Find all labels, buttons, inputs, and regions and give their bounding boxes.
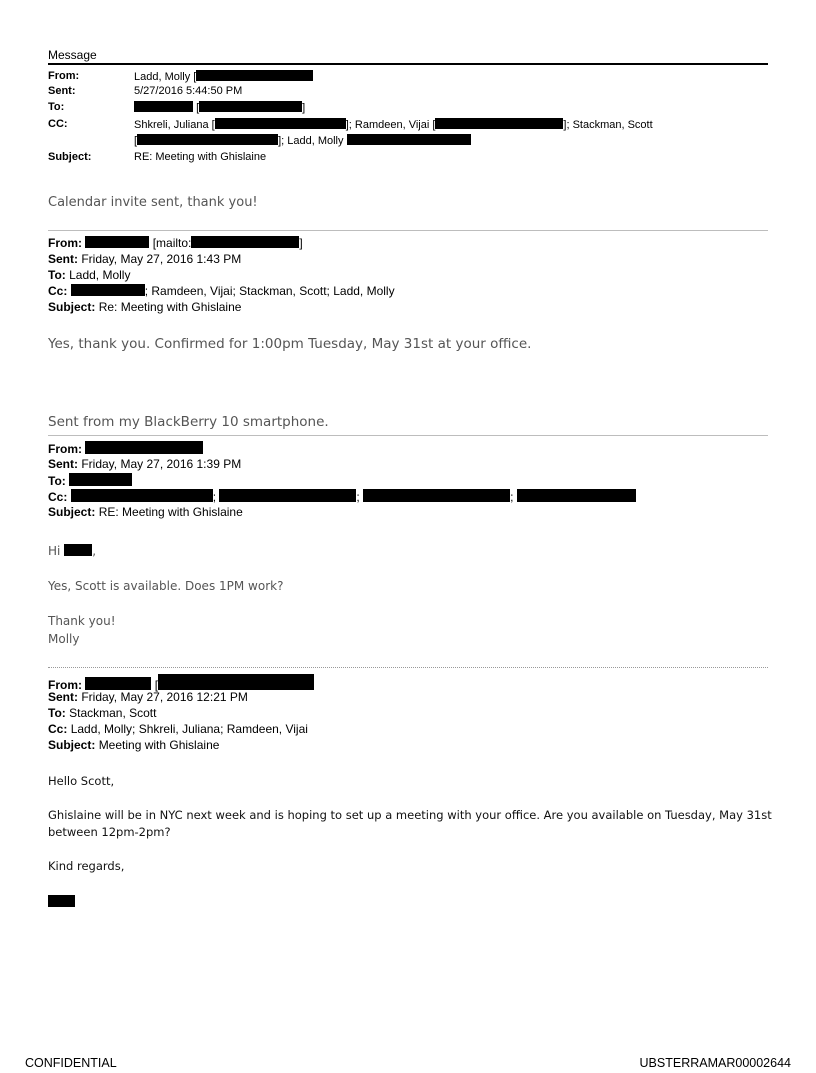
redaction (85, 236, 149, 248)
email2-subject-label: Subject: (48, 300, 96, 314)
email4-from-bracket: [ (154, 678, 159, 692)
redaction (219, 489, 356, 502)
email4-subject-value: Meeting with Ghislaine (98, 738, 220, 752)
header-cc-text-b: ]; Ramdeen, Vijai [ (345, 119, 436, 131)
email4-subject-line (48, 738, 219, 753)
header-from-value (134, 70, 313, 83)
email2-to-label: To: (48, 268, 66, 282)
email3-from-line (48, 441, 203, 457)
redaction (517, 489, 636, 502)
email2-cc-label: Cc: (48, 284, 68, 298)
email3-name: Molly (48, 632, 80, 646)
email4-cc-line (48, 722, 308, 737)
redaction (347, 134, 471, 145)
email4-body-line1: Ghislaine will be in NYC next week and is hoping to set up a meeting with your office. Are you available on Tuesday, May 31st (48, 808, 772, 822)
email4-to-value: Stackman, Scott (69, 706, 157, 720)
email4-cc-label: Cc: (48, 722, 68, 736)
redaction (71, 284, 145, 296)
email2-sent-label: Sent: (48, 252, 78, 266)
redaction (85, 441, 203, 454)
email2-to-value: Ladd, Molly (69, 268, 131, 282)
email4-sent-value: Friday, May 27, 2016 12:21 PM (81, 690, 248, 704)
email4-to-line (48, 706, 156, 721)
email3-body: Yes, Scott is available. Does 1PM work? (48, 579, 284, 593)
footer-bates-number: UBSTERRAMAR00002644 (639, 1056, 791, 1070)
email3-to-line (48, 473, 132, 489)
email2-sent-line (48, 252, 241, 267)
email3-thanks: Thank you! (48, 614, 116, 628)
redaction (134, 101, 193, 112)
email3-cc-label: Cc: (48, 490, 68, 504)
email4-from-label: From: (48, 678, 82, 692)
redaction (435, 118, 563, 129)
email3-subject-label: Subject: (48, 505, 96, 519)
email3-sent-line (48, 457, 241, 472)
email2-from-line (48, 236, 303, 251)
email4-to-label: To: (48, 706, 66, 720)
redaction (363, 489, 510, 502)
redaction (137, 134, 278, 145)
separator (48, 230, 768, 231)
email4-subject-label: Subject: (48, 738, 96, 752)
separator (48, 667, 768, 668)
redaction (196, 70, 313, 81)
email2-cc-value: ; Ramdeen, Vijai; Stackman, Scott; Ladd, Molly (144, 284, 395, 298)
email3-to-label: To: (48, 474, 66, 488)
header-to-close: ] (302, 102, 306, 114)
email4-greeting: Hello Scott, (48, 774, 115, 788)
reply-body: Calendar invite sent, thank you! (48, 195, 258, 210)
redaction (158, 674, 314, 690)
redaction (64, 544, 92, 556)
email2-to-line (48, 268, 130, 283)
message-label: Message (48, 48, 97, 62)
email2-cc-line (48, 284, 395, 299)
email3-greeting-hi: Hi (48, 544, 61, 558)
footer-confidential: CONFIDENTIAL (25, 1056, 117, 1070)
email3-greeting (48, 544, 96, 558)
email3-greeting-comma: , (92, 544, 97, 558)
header-rule (48, 63, 768, 65)
separator (48, 435, 768, 436)
email2-sent-value: Friday, May 27, 2016 1:43 PM (81, 252, 242, 266)
header-cc-text-d: [ (134, 135, 138, 147)
header-subject-value: RE: Meeting with Ghislaine (134, 151, 267, 163)
redaction (215, 118, 346, 129)
header-from-text: Ladd, Molly [ (134, 71, 197, 83)
email2-mailto: [mailto: (152, 236, 192, 250)
email4-sent-label: Sent: (48, 690, 78, 704)
header-sent-value: 5/27/2016 5:44:50 PM (134, 85, 243, 97)
header-cc-text-c: ]; Stackman, Scott (563, 119, 653, 131)
email4-sent-line (48, 690, 248, 705)
header-to-value (134, 101, 305, 114)
header-cc-line2 (134, 134, 471, 147)
email2-subject-line (48, 300, 241, 315)
email2-from-label: From: (48, 236, 82, 250)
redaction (199, 101, 302, 112)
header-cc-line1 (134, 118, 653, 131)
redaction (71, 489, 213, 502)
redaction (85, 677, 151, 690)
header-cc-text-a: Shkreli, Juliana [ (134, 119, 215, 131)
email3-cc-sep: ; (356, 490, 360, 504)
header-cc-label: CC: (48, 118, 68, 130)
email3-cc-sep: ; (212, 490, 217, 504)
header-cc-text-e: ]; Ladd, Molly (278, 135, 344, 147)
redaction (69, 473, 132, 486)
email2-from-close: ] (299, 236, 303, 250)
email2-subject-value: Re: Meeting with Ghislaine (98, 300, 242, 314)
header-subject-label: Subject: (48, 151, 92, 163)
email3-cc-sep: ; (510, 490, 514, 504)
redaction (191, 236, 299, 248)
email3-sent-value: Friday, May 27, 2016 1:39 PM (81, 457, 242, 471)
email4-cc-value: Ladd, Molly; Shkreli, Juliana; Ramdeen, Vijai (70, 722, 308, 736)
email4-body-line2: between 12pm-2pm? (48, 825, 171, 839)
email2-signature: Sent from my BlackBerry 10 smartphone. (48, 414, 329, 430)
email3-subject-line (48, 505, 243, 520)
header-to-label: To: (48, 101, 65, 113)
email3-sent-label: Sent: (48, 457, 78, 471)
email4-closing: Kind regards, (48, 859, 125, 873)
header-from-label: From: (48, 70, 80, 82)
signature-redaction (48, 895, 75, 907)
header-to-open: [ (196, 102, 200, 114)
email3-subject-value: RE: Meeting with Ghislaine (98, 505, 243, 519)
email2-body: Yes, thank you. Confirmed for 1:00pm Tuesday, May 31st at your office. (48, 336, 532, 352)
email3-from-label: From: (48, 442, 82, 456)
header-sent-label: Sent: (48, 85, 76, 97)
email3-cc-line (48, 489, 636, 505)
